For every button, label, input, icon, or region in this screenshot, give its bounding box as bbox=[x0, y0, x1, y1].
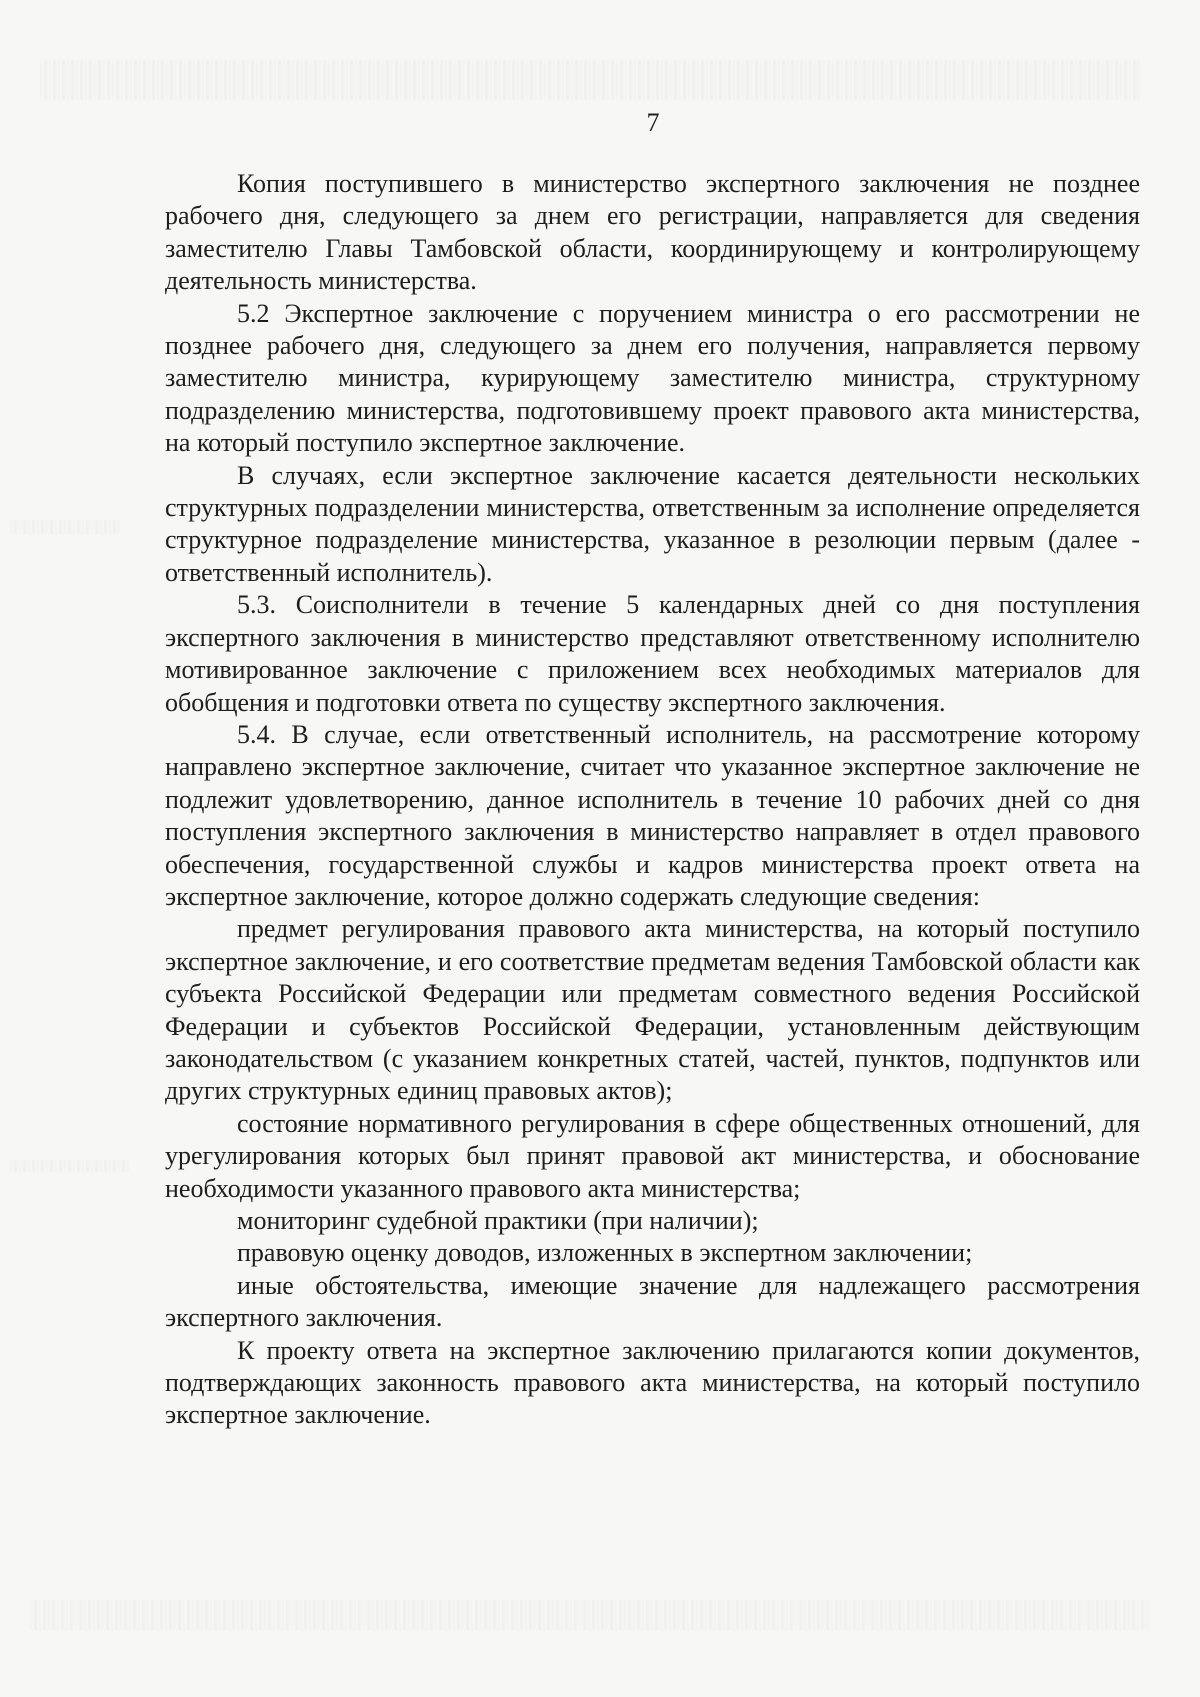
scan-artifact bbox=[10, 520, 120, 534]
paragraph: состояние нормативного регулирования в сфере общественных отношений, для урегулирования которых был принят правовой акт министерства, и обоснование необходимости указанного правового акта министерства; bbox=[165, 1108, 1140, 1203]
paragraph: мониторинг судебной практики (при наличии); bbox=[237, 1206, 759, 1235]
paragraph: предмет регулирования правового акта министерства, на который поступило экспертное заключение, и его соответствие предметам ведения Тамбовской области как субъекта Российской Федерации или предметам совместного ведения Российской Федерации и субъектов Российской Федерации, установленным действующим законодательством (с указанием конкретных статей, частей, пунктов, подпунктов или других структурных единиц правовых актов); bbox=[165, 914, 1140, 1106]
paragraph: 5.4. В случае, если ответственный исполнитель, на рассмотрение которому направлено экспертное заключение, считает что указанное экспертное заключение не подлежит удовлетворению, данное исполнитель в течение 10 рабочих дней со дня поступления экспертного заключения в министерство направляет в отдел правового обеспечения, государственной службы и кадров министерства проект ответа на экспертное заключение, которое должно содержать следующие сведения: bbox=[165, 719, 1140, 911]
paragraph: Копия поступившего в министерство экспертного заключения не позднее рабочего дня, следующего за днем его регистрации, направляется для сведения заместителю Главы Тамбовской области, координирующему и контролирующему деятельность министерства. bbox=[165, 169, 1140, 296]
paragraph: иные обстоятельства, имеющие значение для надлежащего рассмотрения экспертного заключения. bbox=[165, 1270, 1140, 1333]
paragraph: 5.2 Экспертное заключение с поручением министра о его рассмотрении не позднее рабочего дня, следующего за днем его получения, направляется первому заместителю министра, курирующему заместителю министра, структурному подразделению министерства, подготовившему проект правового акта министерства, на который поступило экспертное заключение. bbox=[165, 298, 1140, 458]
paragraph: В случаях, если экспертное заключение касается деятельности нескольких структурных подразделении министерства, ответственным за исполнение определяется структурное подразделение министерства, указанное в резолюции первым (далее - ответственный исполнитель). bbox=[165, 460, 1140, 587]
scan-artifact bbox=[30, 1600, 1150, 1630]
document-body bbox=[165, 168, 1140, 1432]
scan-artifact bbox=[40, 60, 1140, 100]
scan-artifact bbox=[10, 1160, 130, 1172]
paragraph: правовую оценку доводов, изложенных в экспертном заключении; bbox=[237, 1238, 973, 1268]
page-number: 7 bbox=[646, 108, 660, 137]
paragraph: К проекту ответа на экспертное заключению прилагаются копии документов, подтверждающих законность правового акта министерства, на который поступило экспертное заключение. bbox=[165, 1335, 1140, 1430]
paragraph: 5.3. Соисполнители в течение 5 календарных дней со дня поступления экспертного заключения в министерство представляют ответственному исполнителю мотивированное заключение с приложением всех необходимых материалов для обобщения и подготовки ответа по существу экспертного заключения. bbox=[165, 590, 1140, 717]
